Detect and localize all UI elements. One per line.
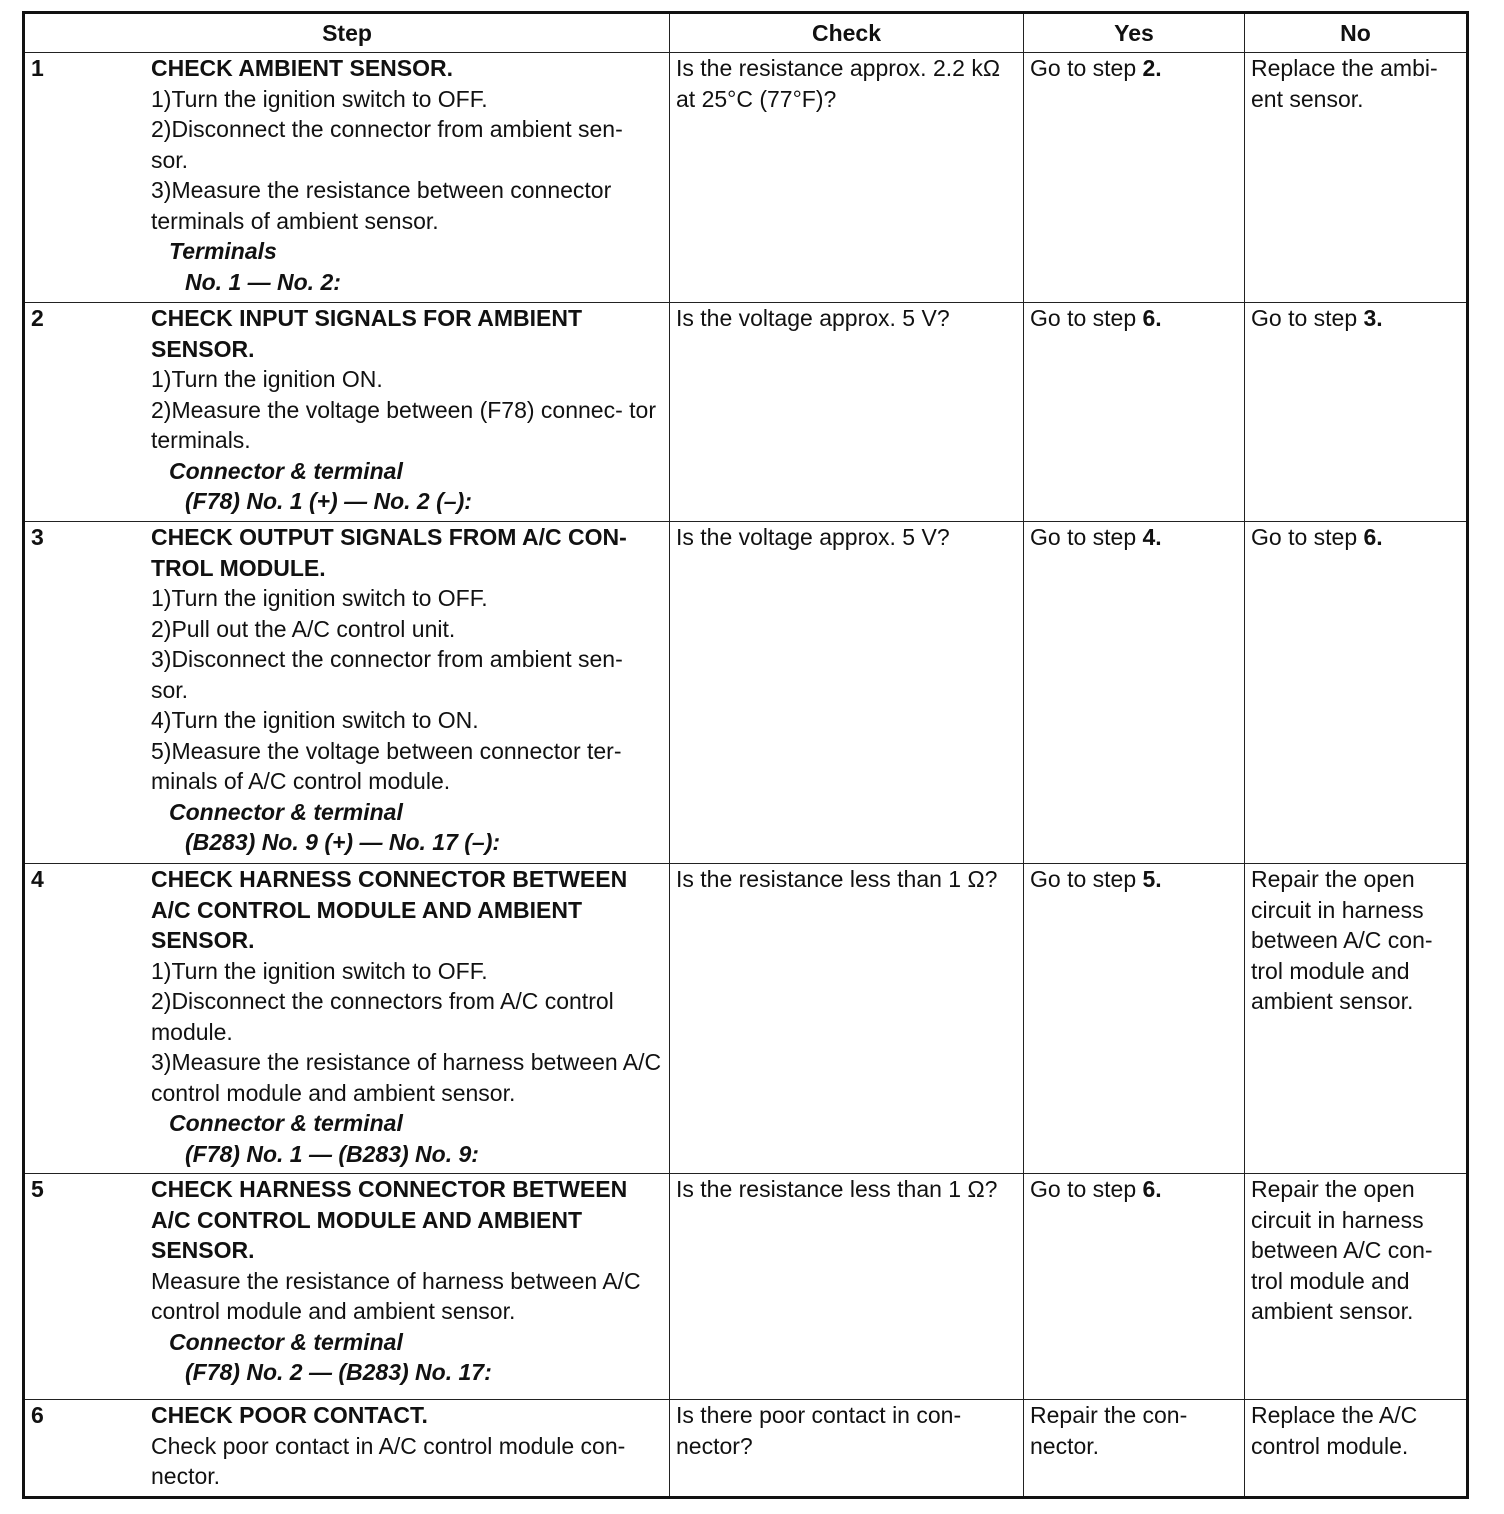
no-text: Repair the open circuit in harness between A/C con- trol module and ambient sensor. [1251, 866, 1433, 1014]
step-line: 3)Measure the resistance of harness between A/C control module and ambient sensor. [151, 1049, 662, 1106]
header-step: Step [24, 13, 670, 53]
step-line: 2)Disconnect the connector from ambient sen- sor. [151, 116, 623, 173]
step-title: CHECK AMBIENT SENSOR. [151, 55, 453, 81]
step-cell [24, 1400, 670, 1498]
check-cell [670, 864, 1024, 1174]
spec-label: Terminals [169, 238, 277, 264]
yes-cell [1024, 303, 1245, 522]
yes-step-ref: 5. [1142, 866, 1162, 892]
step-line: 1)Turn the ignition switch to OFF. [151, 85, 488, 112]
header-check: Check [670, 13, 1024, 53]
step-line: Check poor contact in A/C control module con- nector. [151, 1432, 626, 1489]
spec-label: Connector & terminal [169, 457, 403, 484]
yes-cell [1024, 1174, 1245, 1400]
step-line: 3)Disconnect the connector from ambient sen- sor. [151, 646, 623, 703]
diagnostic-table [22, 11, 1469, 1499]
yes-text: Go to step [1030, 305, 1137, 331]
header-row [24, 13, 1468, 53]
step-number: 6 [31, 1402, 44, 1428]
no-cell [1245, 864, 1468, 1174]
no-text: Repair the open circuit in harness between A/C con- trol module and ambient sensor. [1251, 1176, 1433, 1324]
no-step-ref: 6. [1363, 524, 1383, 550]
table-row [24, 1400, 1468, 1498]
step-line: 1)Turn the ignition switch to OFF. [151, 585, 488, 611]
step-cell [24, 1174, 670, 1400]
yes-step-ref: 4. [1142, 524, 1162, 550]
table-row [24, 303, 1468, 522]
no-cell [1245, 1400, 1468, 1498]
yes-text: Go to step [1030, 1176, 1137, 1202]
table-row [24, 53, 1468, 303]
check-cell [670, 1174, 1024, 1400]
step-title: CHECK POOR CONTACT. [151, 1402, 428, 1428]
yes-text: Go to step [1030, 524, 1137, 550]
no-cell [1245, 1174, 1468, 1400]
yes-text: Repair the con- nector. [1030, 1402, 1188, 1459]
spec-label: Connector & terminal [169, 1110, 403, 1136]
step-number: 1 [31, 55, 44, 81]
header-yes: Yes [1024, 13, 1245, 53]
yes-cell [1024, 522, 1245, 864]
check-text: Is the resistance less than 1 Ω? [676, 1176, 998, 1202]
step-title: CHECK HARNESS CONNECTOR BETWEEN A/C CONTROL MODULE AND AMBIENT SENSOR. [151, 1176, 628, 1263]
no-step-ref: 3. [1363, 305, 1383, 331]
no-cell [1245, 522, 1468, 864]
check-text: Is there poor contact in con- nector? [676, 1402, 962, 1459]
step-line: 2)Disconnect the connectors from A/C control module. [151, 988, 614, 1045]
step-cell [24, 303, 670, 522]
table-row [24, 522, 1468, 864]
step-line: 2)Pull out the A/C control unit. [151, 615, 456, 642]
step-title: CHECK OUTPUT SIGNALS FROM A/C CON- TROL MODULE. [151, 524, 627, 581]
step-line: 5)Measure the voltage between connector ter- minals of A/C control module. [151, 737, 622, 794]
step-line: 3)Measure the resistance between connector terminals of ambient sensor. [151, 177, 612, 234]
no-cell [1245, 303, 1468, 522]
yes-text: Go to step [1030, 866, 1137, 892]
spec-label: Connector & terminal [169, 1328, 403, 1355]
spec-value: (F78) No. 1 (+) — No. 2 (–): [185, 488, 472, 514]
yes-cell [1024, 864, 1245, 1174]
step-number: 2 [31, 305, 44, 331]
check-text: Is the voltage approx. 5 V? [676, 524, 950, 550]
table-row [24, 1174, 1468, 1400]
step-title: CHECK INPUT SIGNALS FOR AMBIENT SENSOR. [151, 305, 583, 362]
step-cell [24, 864, 670, 1174]
step-line: 1)Turn the ignition switch to OFF. [151, 957, 488, 984]
yes-text: Go to step [1030, 55, 1137, 81]
no-text: Go to step [1251, 524, 1358, 550]
spec-label: Connector & terminal [169, 798, 403, 825]
check-text: Is the resistance less than 1 Ω? [676, 866, 998, 892]
step-line: 2)Measure the voltage between (F78) connec- tor terminals. [151, 396, 656, 453]
step-line: 4)Turn the ignition switch to ON. [151, 707, 479, 733]
no-cell [1245, 53, 1468, 303]
check-text: Is the voltage approx. 5 V? [676, 305, 950, 331]
check-cell [670, 1400, 1024, 1498]
no-text: Replace the ambi- ent sensor. [1251, 55, 1438, 112]
spec-value: No. 1 — No. 2: [185, 268, 341, 295]
step-number: 5 [31, 1176, 44, 1202]
spec-value: (B283) No. 9 (+) — No. 17 (–): [185, 829, 501, 855]
table-row [24, 864, 1468, 1174]
yes-cell [1024, 1400, 1245, 1498]
step-cell [24, 522, 670, 864]
step-cell [24, 53, 670, 303]
yes-step-ref: 6. [1142, 305, 1162, 331]
yes-step-ref: 2. [1142, 55, 1162, 81]
step-line: 1)Turn the ignition ON. [151, 366, 383, 392]
check-cell [670, 53, 1024, 303]
spec-value: (F78) No. 2 — (B283) No. 17: [185, 1359, 492, 1385]
check-cell [670, 303, 1024, 522]
check-cell [670, 522, 1024, 864]
step-number: 4 [31, 866, 44, 892]
check-text: Is the resistance approx. 2.2 kΩ at 25°C (77°F)? [676, 55, 1001, 112]
header-no: No [1245, 13, 1468, 53]
yes-cell [1024, 53, 1245, 303]
yes-step-ref: 6. [1142, 1176, 1162, 1202]
spec-value: (F78) No. 1 — (B283) No. 9: [185, 1140, 479, 1167]
no-text: Replace the A/C control module. [1251, 1402, 1418, 1459]
step-line: Measure the resistance of harness between A/C control module and ambient sensor. [151, 1267, 641, 1324]
step-number: 3 [31, 524, 44, 550]
no-text: Go to step [1251, 305, 1358, 331]
step-title: CHECK HARNESS CONNECTOR BETWEEN A/C CONTROL MODULE AND AMBIENT SENSOR. [151, 866, 628, 953]
